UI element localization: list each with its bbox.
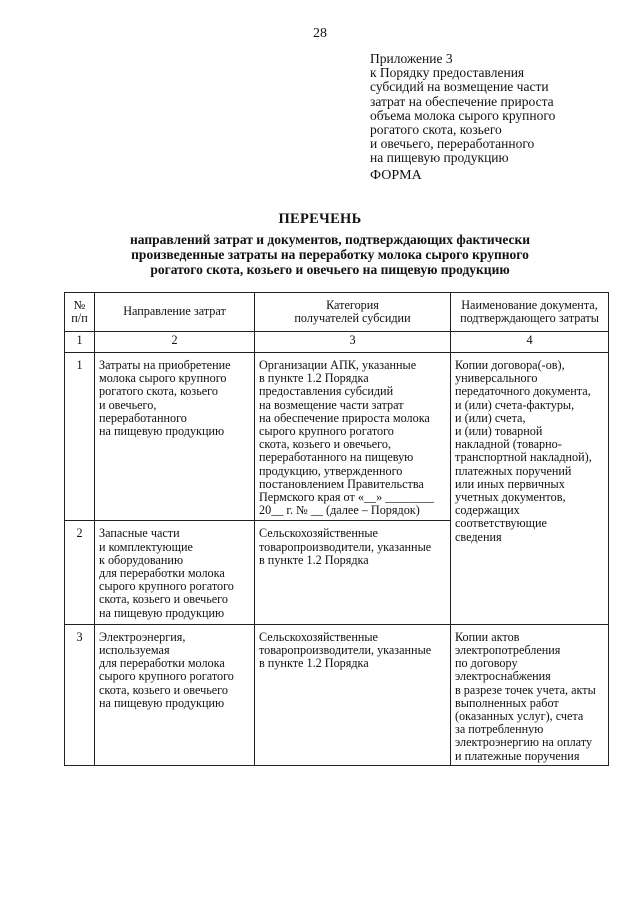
header-direction: Направление затрат [95,293,255,332]
form-label: ФОРМА [370,168,422,183]
row-number: 2 [65,521,95,624]
appendix-line: на пищевую продукцию [370,150,509,166]
table-row [65,353,609,521]
appendix-line: объема молока сырого крупного [370,107,556,123]
column-number: 1 [65,332,95,353]
document-title: ПЕРЕЧЕНЬ [278,211,362,227]
document-subtitle [100,232,560,277]
appendix-line: субсидий на возмещение части [370,79,549,95]
appendix-block [370,52,620,166]
row-number: 3 [65,624,95,765]
table-row [65,624,609,765]
appendix-line: рогатого скота, козьего [370,122,502,138]
direction-cell: Запасные части и комплектующие к оборудованию для переработки молока сырого крупного рогатого скота, козьего и овечьего на пищевую продукцию [95,521,255,624]
subtitle-line: произведенные затраты на переработку молока сырого крупного [131,247,529,262]
appendix-line: и овечьего, переработанного [370,136,535,152]
column-number: 4 [451,332,609,353]
direction-cell: Электроэнергия, используемая для переработки молока сырого крупного рогатого скота, козьего и овечьего на пищевую продукцию [95,624,255,765]
header-document: Наименование документа, подтверждающего затраты [451,293,609,332]
page-number: 28 [313,26,327,41]
costs-table [64,292,609,766]
category-cell: Сельскохозяйственные товаропроизводители, указанные в пункте 1.2 Порядка [255,624,451,765]
appendix-line: затрат на обеспечение прироста [370,93,554,109]
subtitle-line: рогатого скота, козьего и овечьего на пищевую продукцию [150,262,510,277]
category-cell: Организации АПК, указанные в пункте 1.2 Порядка предоставления субсидий на возмещение части затрат на обеспечение прироста молока сырого крупного рогатого скота, козьего и овечьего, переработанного на пищевую продукцию, утвержденного постановлением Правительства Пермского края от «__» ________ 20__ г. № __ (далее – Порядок) [255,353,451,521]
header-num: № п/п [65,293,95,332]
category-cell: Сельскохозяйственные товаропроизводители, указанные в пункте 1.2 Порядка [255,521,451,624]
document-cell: Копии актов электропотребления по договору электроснабжения в разрезе точек учета, акты выполненных работ (оказанных услуг), счета за потребленную электроэнергию на оплату и платежные поручения [451,624,609,765]
appendix-line: к Порядку предоставления [370,65,525,81]
appendix-line: Приложение 3 [370,51,453,66]
column-number-row [65,332,609,353]
row-number: 1 [65,353,95,521]
subtitle-line: направлений затрат и документов, подтверждающих фактически [129,232,531,247]
column-number: 3 [255,332,451,353]
header-category: Категория получателей субсидии [255,293,451,332]
document-cell-shared: Копии договора(-ов), универсального передаточного документа, и (или) счета-фактуры, и (или) счета, и (или) товарной накладной (товарно- транспортной накладной), платежных поручений или иных первичных учетных документов, содержащих соответствующие сведения [451,353,609,625]
direction-cell: Затраты на приобретение молока сырого крупного рогатого скота, козьего и овечьего, переработанного на пищевую продукцию [95,353,255,521]
table-header-row [65,293,609,332]
column-number: 2 [95,332,255,353]
